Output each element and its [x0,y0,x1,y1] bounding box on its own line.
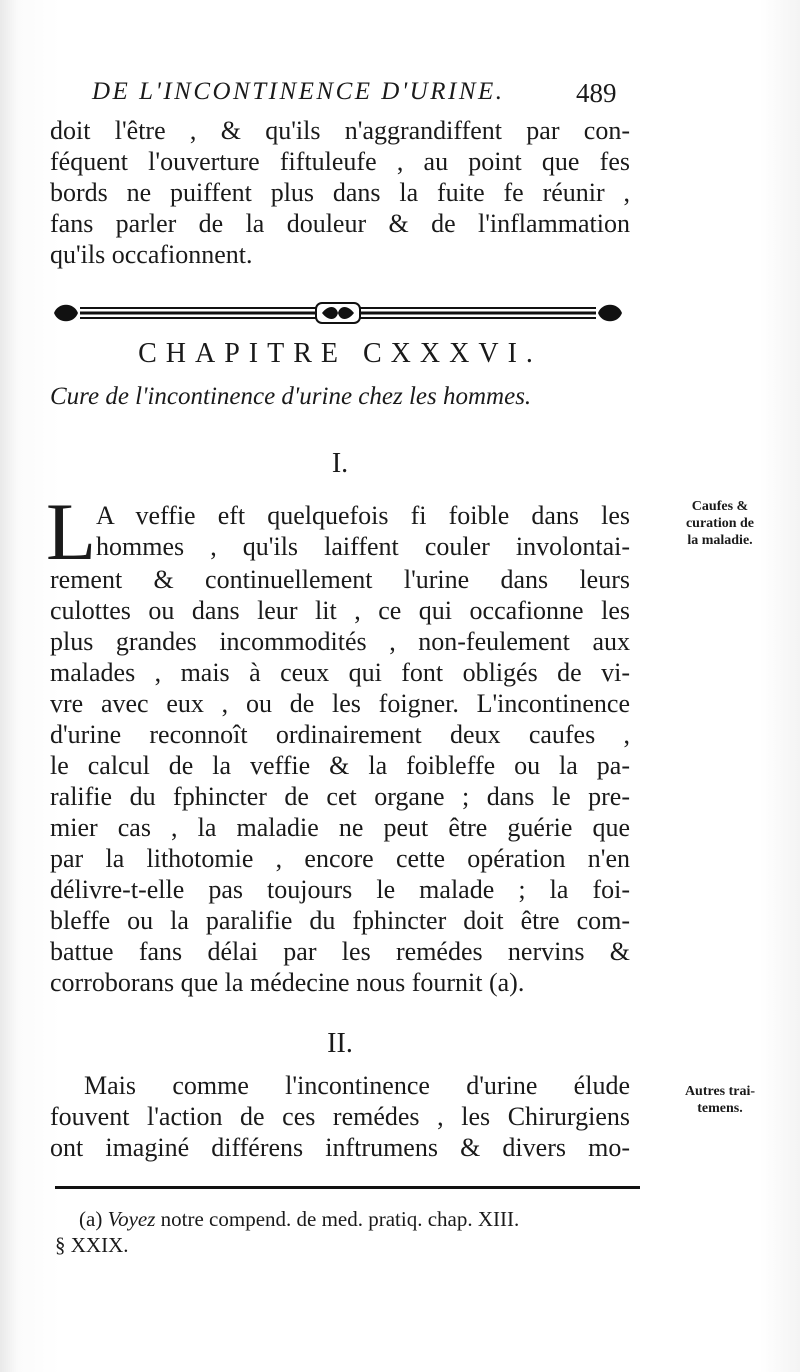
text-line: mier cas , la maladie ne peut être guérie que [50,813,630,842]
intro-paragraph [50,115,630,270]
text-line: ralifie du fphincter de cet organe ; dans le pre- [50,782,630,811]
page-number: 489 [576,78,617,108]
margin-note-line: curation de [685,516,755,531]
margin-note-line: la maladie. [687,533,753,548]
text-line: fans parler de la douleur & de l'inflammation [50,209,630,238]
text-line: d'urine reconnoît ordinairement deux caufes , [50,720,630,749]
ornamental-divider [52,300,624,326]
text-line: féquent l'ouverture fiftuleufe , au point que fes [50,147,630,176]
text-line: malades , mais à ceux qui font obligés de vi- [50,658,630,687]
margin-note-line: Caufes & [691,499,749,514]
text-line: plus grandes incommodités , non-feulement aux [50,627,630,656]
text-line: par la lithotomie , encore cette opération n'en [50,844,630,873]
footnote-line [55,1206,645,1232]
text-line: délivre-t-elle pas toujours le malade ; la foi- [50,875,630,904]
text-line: bleffe ou la paralifie du fphincter doit être com- [50,906,630,935]
text-line: fouvent l'action de ces remédes , les Chirurgiens [50,1102,630,1131]
text-line: Mais comme l'incontinence d'urine élude [84,1071,630,1100]
text-line: hommes , qu'ils laiffent couler involontai- [96,532,630,561]
text-line: ont imaginé différens inftrumens & divers mo- [50,1133,630,1162]
footnote-rule [55,1186,640,1189]
margin-note-line: Autres trai- [684,1084,756,1099]
footnote [55,1206,645,1258]
text-line: rement & continuellement l'urine dans leurs [50,565,630,594]
text-line: qu'ils occafionnent. [50,240,253,269]
section-number: I. [331,448,349,479]
drop-cap: L [46,486,97,577]
margin-note-other-treatments [660,1083,780,1117]
running-header [92,78,652,106]
running-title: DE L'INCONTINENCE D'URINE. [92,78,505,105]
margin-note-causes [660,498,780,549]
section-number: II. [327,1028,353,1059]
footnote-marker: (a) [79,1207,103,1231]
section1-paragraph [50,564,630,998]
margin-note-line: temens. [697,1101,743,1116]
chapter-subtitle: Cure de l'incontinence d'urine chez les hommes. [50,383,532,410]
text-line: culottes ou dans leur lit , ce qui occafionne les [50,596,630,625]
text-line: corroborans que la médecine nous fournit (a). [50,968,525,997]
chapter-title: CHAPITRE CXXXVI. [138,338,542,369]
text-line: le calcul de la veffie & la foibleffe ou la pa- [50,751,630,780]
text-line: A veffie eft quelquefois fi foible dans les [96,501,630,530]
footnote-line2: § XXIX. [55,1233,129,1257]
text-line: doit l'être , & qu'ils n'aggrandiffent par con- [50,116,630,145]
text-line: battue fans délai par les remédes nervins & [50,937,630,966]
footnote-text: notre compend. de med. pratiq. chap. XIII. [160,1207,520,1231]
section2-paragraph [50,1070,630,1163]
text-line: vre avec eux , ou de les foigner. L'incontinence [50,689,630,718]
section1-lines-indented [96,500,630,562]
footnote-italic: Voyez [107,1207,156,1231]
text-line: bords ne puiffent plus dans la fuite fe réunir , [50,178,630,207]
